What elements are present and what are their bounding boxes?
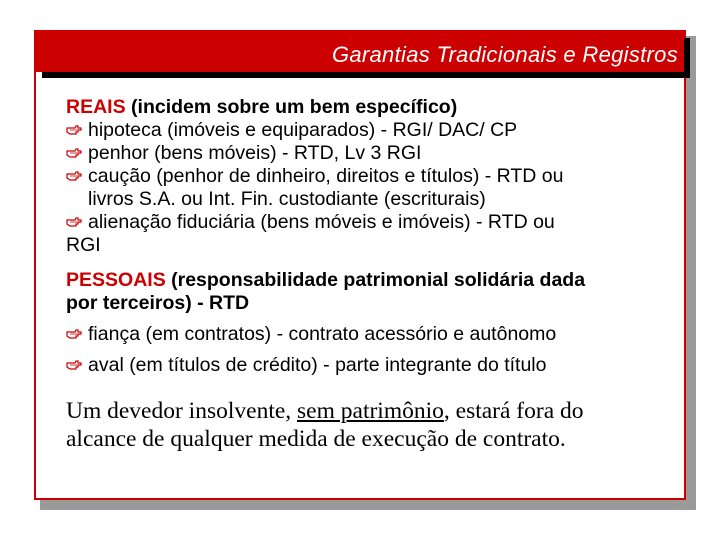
pessoais-heading-note-continuation: por terceiros) - RTD: [66, 292, 250, 314]
list-item: aval (em títulos de crédito) - parte integrante do título: [66, 354, 686, 377]
list-item: alienação fiduciária (bens móveis e imóveis) - RTD ou: [66, 211, 686, 234]
pessoais-heading: PESSOAIS: [66, 269, 166, 291]
list-item: hipoteca (imóveis e equiparados) - RGI/ DAC/ CP: [66, 119, 686, 142]
pointing-hand-icon: [66, 146, 82, 160]
reais-heading-note: (incidem sobre um bem específico): [125, 96, 458, 118]
list-item: fiança (em contratos) - contrato acessório e autônomo: [66, 323, 686, 346]
slide-content: [66, 96, 686, 453]
underlined-phrase: sem patrimônio: [297, 398, 444, 424]
pointing-hand-icon: [66, 169, 82, 183]
reais-heading-line: [66, 96, 686, 119]
list-item: caução (penhor de dinheiro, direitos e títulos) - RTD ou: [66, 165, 686, 188]
slide-title: Garantias Tradicionais e Registros: [331, 42, 678, 67]
conclusion-line-1: Um devedor insolvente, sem patrimônio, estará fora do: [66, 398, 584, 424]
list-item: penhor (bens móveis) - RTD, Lv 3 RGI: [66, 142, 686, 165]
pointing-hand-icon: [66, 123, 82, 137]
pointing-hand-icon: [66, 215, 82, 229]
conclusion-line-2: alcance de qualquer medida de execução de contrato.: [66, 426, 566, 452]
list-item-continuation: livros S.A. ou Int. Fin. custodiante (escriturais): [88, 188, 486, 210]
reais-heading: REAIS: [66, 96, 126, 118]
pessoais-heading-note: (responsabilidade patrimonial solidária dada: [165, 269, 586, 291]
list-item-continuation: RGI: [66, 234, 101, 256]
pointing-hand-icon: [66, 327, 82, 341]
pessoais-heading-line: [66, 269, 686, 292]
pointing-hand-icon: [66, 358, 82, 372]
